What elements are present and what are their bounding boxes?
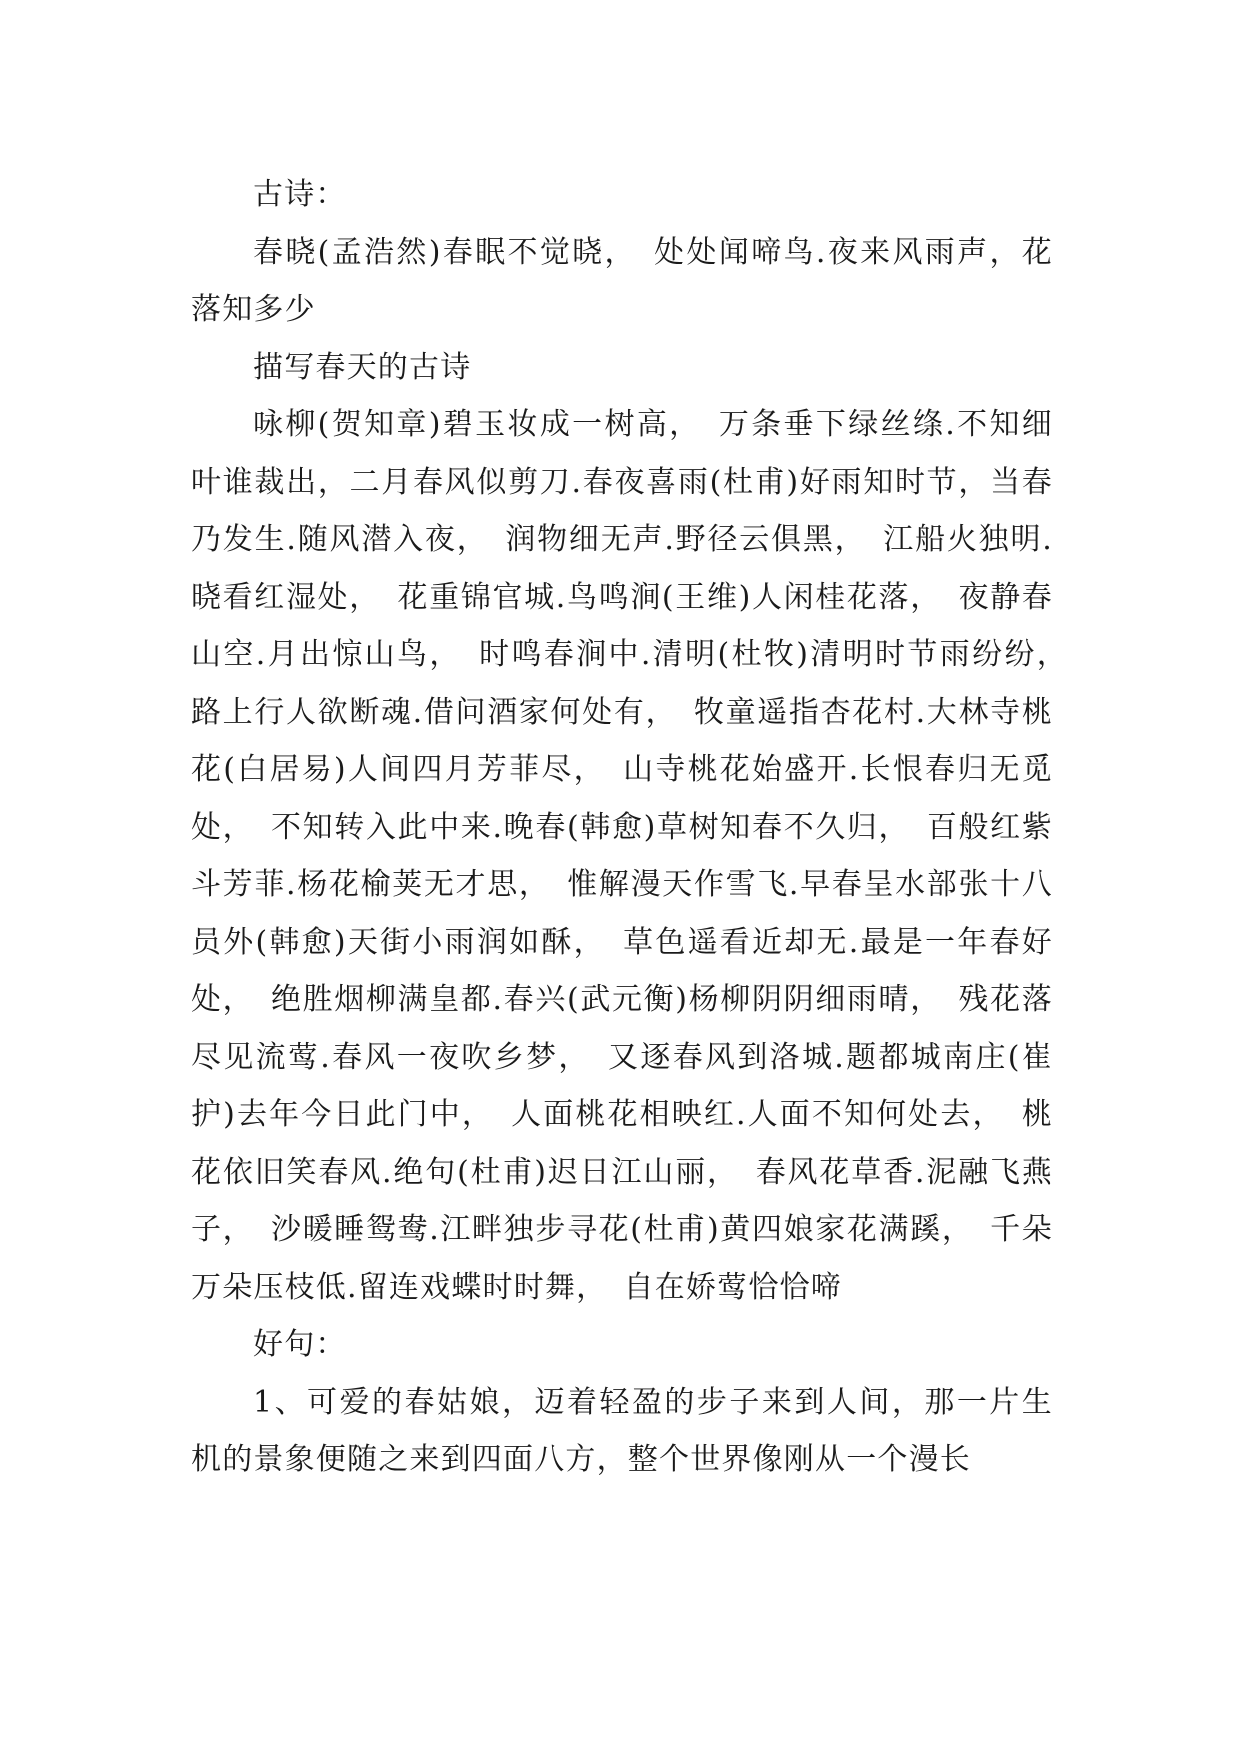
good-sentence-1: 1、可爱的春姑娘，迈着轻盈的步子来到人间，那一片生机的景象便随之来到四面八方，整个世界像刚从一个漫长: [191, 1384, 1053, 1477]
spring-poems-paragraph: 咏柳(贺知章)碧玉妆成一树高， 万条垂下绿丝绦.不知细叶谁裁出，二月春风似剪刀.春夜喜雨(杜甫)好雨知时节，当春乃发生.随风潜入夜， 润物细无声.野径云俱黑， 江船火独明.晓看红湿处， 花重锦官城.鸟鸣涧(王维)人闲桂花落， 夜静春山空.月出惊山鸟， 时鸣春涧中.清明(杜牧)清明时节雨纷纷， 路上行人欲断魂.借问酒家何处有， 牧童遥指杏花村.大林寺桃花(白居易)人间四月芳菲尽， 山寺桃花始盛开.长恨春归无觅处， 不知转入此中来.晚春(韩愈)草树知春不久归， 百般红紫斗芳菲.杨花榆荚无才思， 惟解漫天作雪飞.早春呈水部张十八员外(韩愈)天街小雨润如酥， 草色遥看近却无.最是一年春好处， 绝胜烟柳满皇都.春兴(武元衡)杨柳阴阴细雨晴， 残花落尽见流莺.春风一夜吹乡梦， 又逐春风到洛城.题都城南庄(崔护)去年今日此门中， 人面桃花相映红.人面不知何处去， 桃花依旧笑春风.绝句(杜甫)迟日江山丽， 春风花草香.泥融飞燕子， 沙暖睡鸳鸯.江畔独步寻花(杜甫)黄四娘家花满蹊， 千朵万朵压枝低.留连戏蝶时时舞， 自在娇莺恰恰啼: [191, 407, 1085, 1305]
heading-good-sentences: 好句：: [253, 1327, 347, 1362]
heading-spring-poems: 描写春天的古诗: [253, 349, 472, 385]
heading-ancient-poems: 古诗：: [253, 177, 347, 212]
poem-chunxiao: 春晓(孟浩然)春眠不觉晓， 处处闻啼鸟.夜来风雨声，花落知多少: [191, 234, 1053, 327]
document-body: [191, 166, 1085, 1489]
